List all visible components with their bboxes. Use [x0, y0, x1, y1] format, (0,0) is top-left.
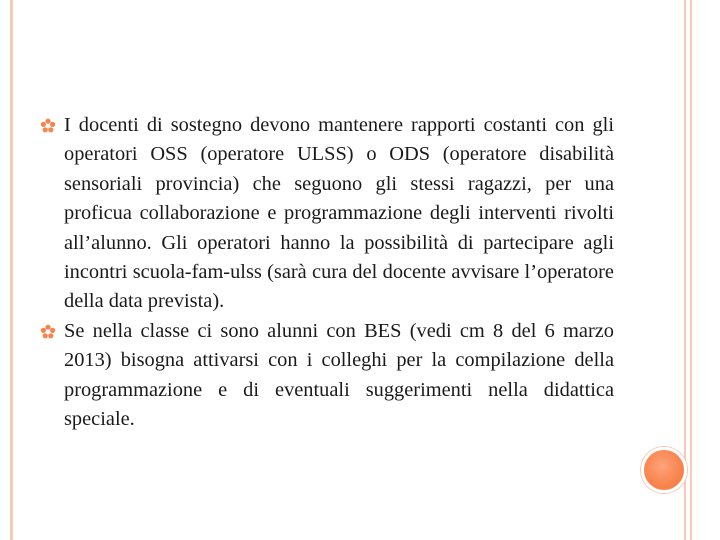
flower-bullet-icon	[40, 118, 56, 134]
bullet-item-2	[40, 317, 614, 435]
right-frame-line-inner	[690, 0, 692, 540]
flower-bullet-icon	[40, 324, 56, 340]
bullet-item-1	[40, 111, 614, 317]
bullet-text: Se nella classe ci sono alunni con BES (vedi cm 8 del 6 marzo 2013) bisogna attivarsi con i colleghi per la compilazione della programmazione e di eventuali suggerimenti nella didattica speciale.	[64, 319, 614, 431]
decorative-circle	[641, 447, 687, 493]
slide-content	[40, 111, 614, 434]
bullet-text: I docenti di sostegno devono mantenere rapporti costanti con gli operatori OSS (operatore ULSS) o ODS (operatore disabilità sensoriali provincia) che seguono gli stessi ragazzi, per una proficua collaborazione e programmazione degli interventi rivolti all’alunno. Gli operatori hanno la possibilità di partecipare agli incontri scuola-fam-ulss (sarà cura del docente avvisare l’operatore della data prevista).	[64, 114, 614, 313]
